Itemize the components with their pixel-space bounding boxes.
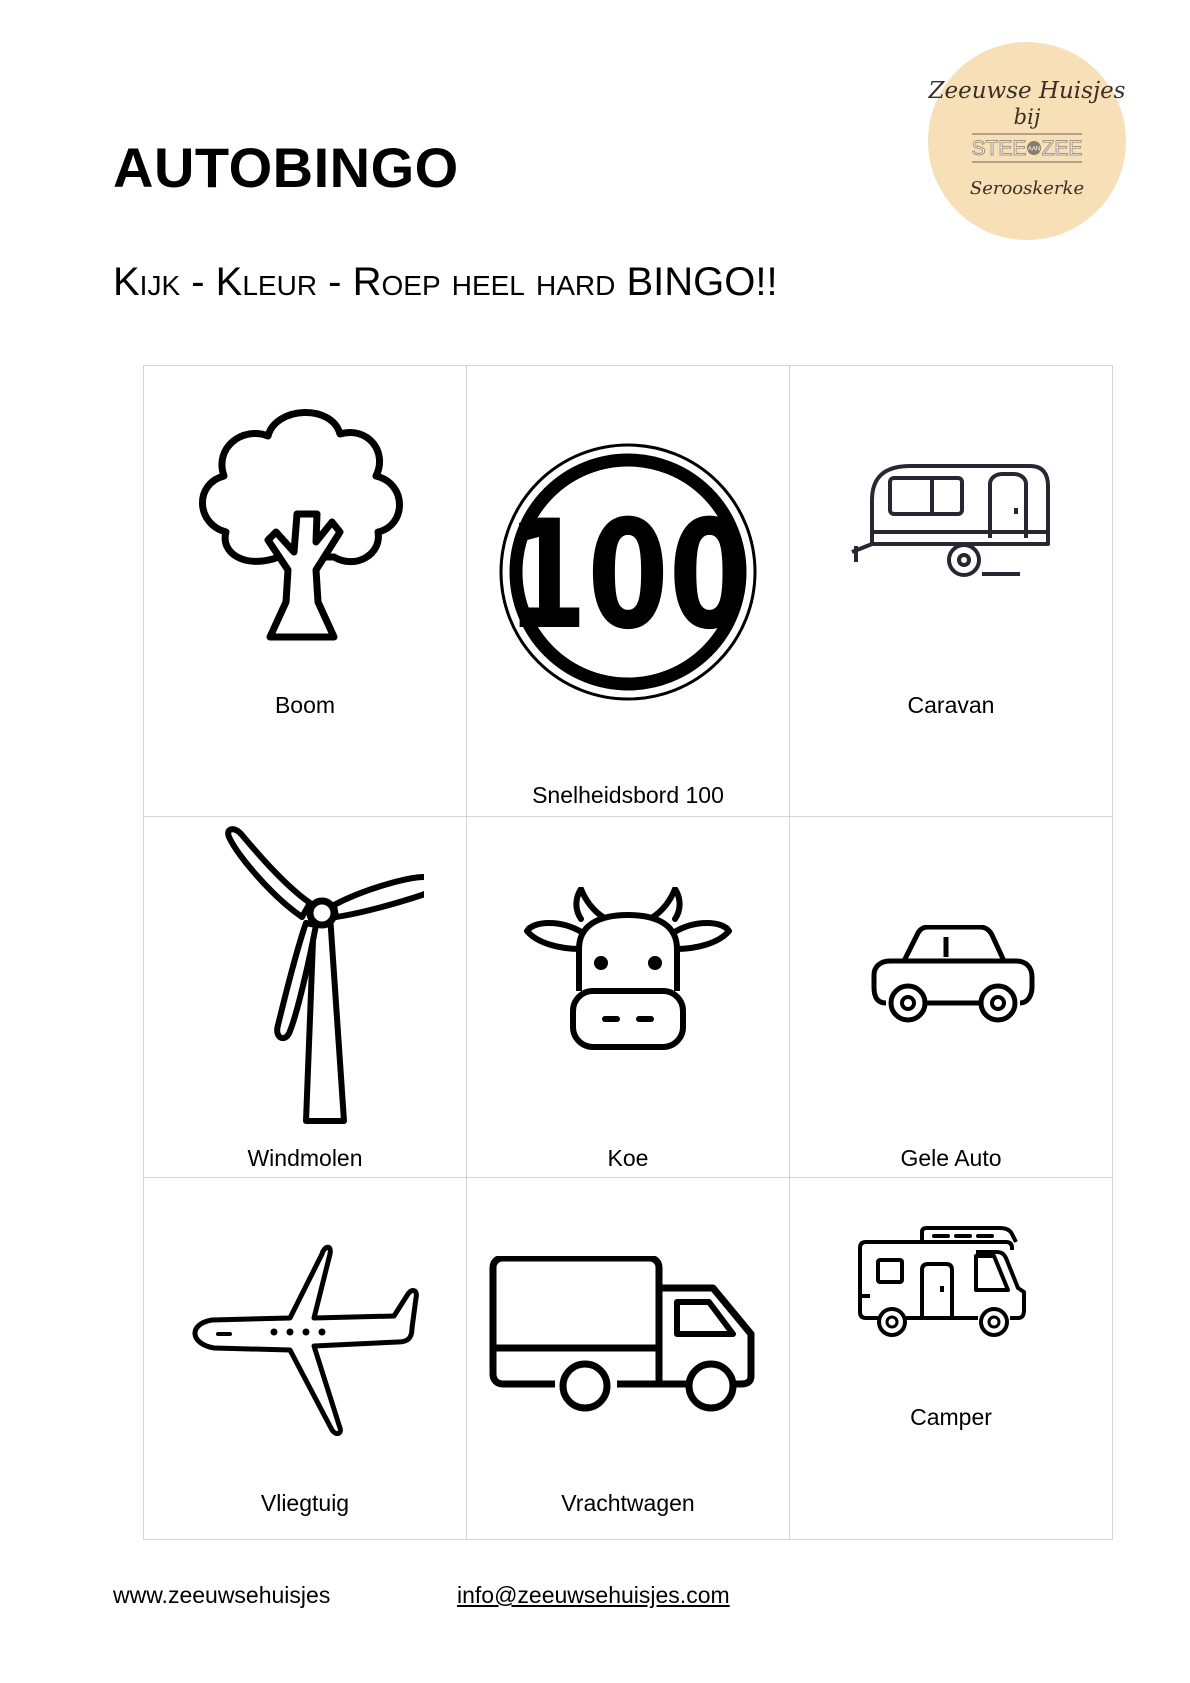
footer-email-link[interactable]: info@zeeuwsehuisjes.com [457,1582,730,1608]
logo-brand-right: ZEE [1041,137,1083,160]
airplane-icon [184,1236,424,1436]
bingo-cell-label: Vrachtwagen [561,1490,695,1516]
speed-sign-number: 100 [505,487,751,663]
logo-place: Serooskerke [969,178,1085,199]
wind-turbine-icon [184,821,424,1131]
logo [928,42,1126,240]
bingo-cell-boom[interactable] [144,366,467,817]
tree-icon [184,392,424,652]
bingo-cell-camper[interactable] [790,1178,1113,1540]
page-subtitle: Kijk - Kleur - Roep heel hard BINGO!! [113,260,778,304]
bingo-cell-label: Caravan [907,692,995,718]
footer-website: www.zeeuwsehuisjes [113,1582,331,1608]
logo-brand-left: STEE [971,137,1027,160]
bingo-cell-label: Windmolen [247,1145,363,1171]
caravan-icon [850,456,1055,591]
car-icon [870,925,1035,1035]
bingo-cell-label: Camper [910,1404,992,1430]
logo-line1: Zeeuwse Huisjes [928,78,1126,104]
bingo-cell-label: Vliegtuig [260,1490,350,1516]
bingo-cell-label: Gele Auto [900,1145,1002,1171]
logo-brand-mid: AAN [1027,146,1041,153]
bingo-cell-label: Boom [274,692,336,718]
bingo-cell-gele-auto[interactable] [790,817,1113,1178]
bingo-cell-koe[interactable] [467,817,790,1178]
page-title: AUTOBINGO [113,136,459,199]
bingo-grid [143,365,1113,1540]
bingo-cell-label: Koe [607,1145,649,1171]
logo-line2: bij [1013,105,1041,129]
bingo-cell-snelheidsbord[interactable] [467,366,790,817]
speed-sign-icon [498,442,758,702]
logo-mark [928,42,1126,240]
cow-icon [523,887,733,1077]
truck-icon [489,1256,759,1416]
bingo-cell-vliegtuig[interactable] [144,1178,467,1540]
bingo-cell-windmolen[interactable] [144,817,467,1178]
bingo-cell-vrachtwagen[interactable] [467,1178,790,1540]
bingo-cell-label: Snelheidsbord 100 [532,782,724,808]
bingo-cell-caravan[interactable] [790,366,1113,817]
camper-icon [856,1226,1036,1346]
